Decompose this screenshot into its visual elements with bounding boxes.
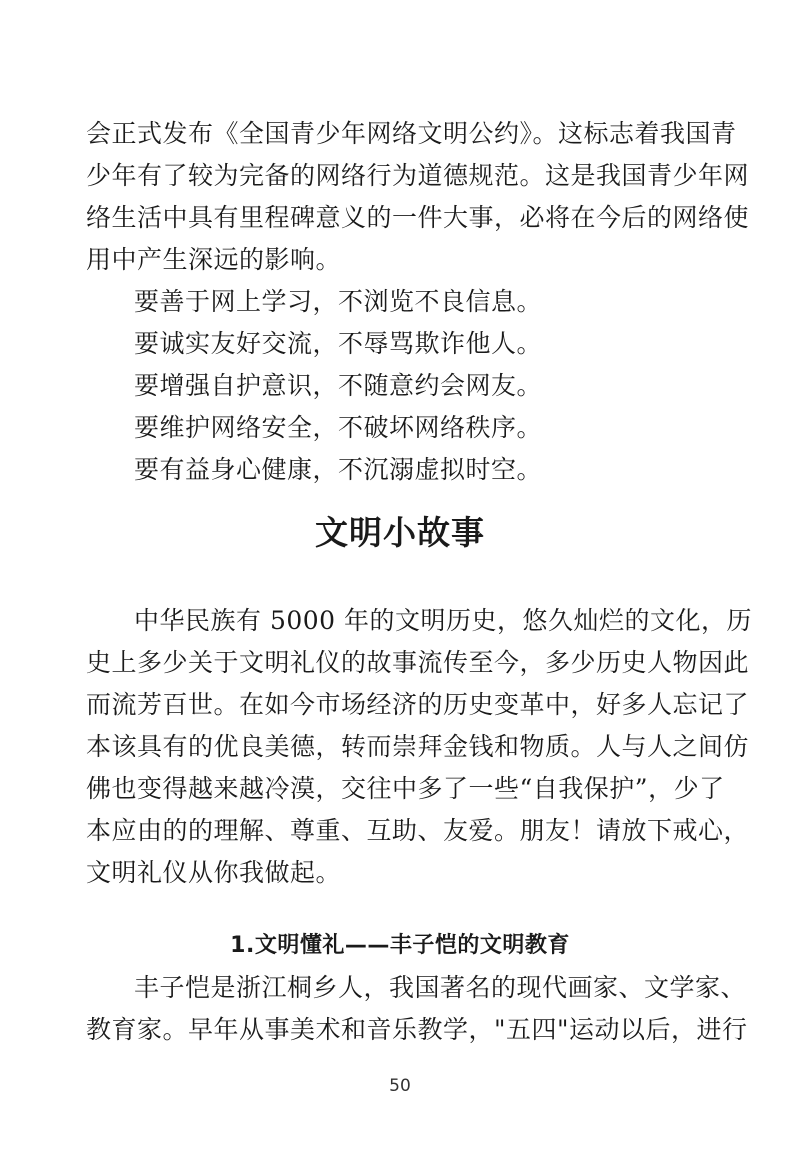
story-line-1: 中华民族有 5000 年的文明历史，悠久灿烂的文化，历 — [134, 606, 753, 635]
story-line-6: 本应由的的理解、尊重、互助、友爱。朋友！请放下戒心， — [86, 816, 750, 845]
page-number: 50 — [389, 1076, 411, 1096]
intro-line-2: 少年有了较为完备的网络行为道德规范。这是我国青少年网 — [86, 161, 750, 190]
convention-item-5: 要有益身心健康，不沉溺虚拟时空。 — [134, 455, 543, 484]
convention-item-3: 要增强自护意识，不随意约会网友。 — [134, 371, 543, 400]
story-line-3: 而流芳百世。在如今市场经济的历史变革中，好多人忘记了 — [86, 690, 750, 719]
section-title: 文明小故事 — [315, 513, 485, 552]
intro-line-4: 用中产生深远的影响。 — [86, 245, 342, 274]
intro-line-1: 会正式发布《全国青少年网络文明公约》。这标志着我国青 — [86, 119, 737, 148]
story-body-line-2: 教育家。早年从事美术和音乐教学，"五四"运动以后，进行 — [86, 1015, 748, 1044]
story-line-7: 文明礼仪从你我做起。 — [86, 858, 342, 887]
story-heading: 1.文明懂礼——丰子恺的文明教育 — [230, 933, 570, 958]
story-body-line-1: 丰子恺是浙江桐乡人，我国著名的现代画家、文学家、 — [134, 973, 747, 1002]
convention-item-4: 要维护网络安全，不破坏网络秩序。 — [134, 413, 543, 442]
convention-item-1: 要善于网上学习，不浏览不良信息。 — [134, 287, 543, 316]
intro-line-3: 络生活中具有里程碑意义的一件大事，必将在今后的网络使 — [86, 203, 750, 232]
story-line-2: 史上多少关于文明礼仪的故事流传至今，多少历史人物因此 — [86, 648, 750, 677]
story-line-5: 佛也变得越来越冷漠，交往中多了一些“自我保护”，少了 — [86, 774, 725, 803]
story-line-4: 本该具有的优良美德，转而崇拜金钱和物质。人与人之间仿 — [86, 732, 750, 761]
convention-item-2: 要诚实友好交流，不辱骂欺诈他人。 — [134, 329, 543, 358]
